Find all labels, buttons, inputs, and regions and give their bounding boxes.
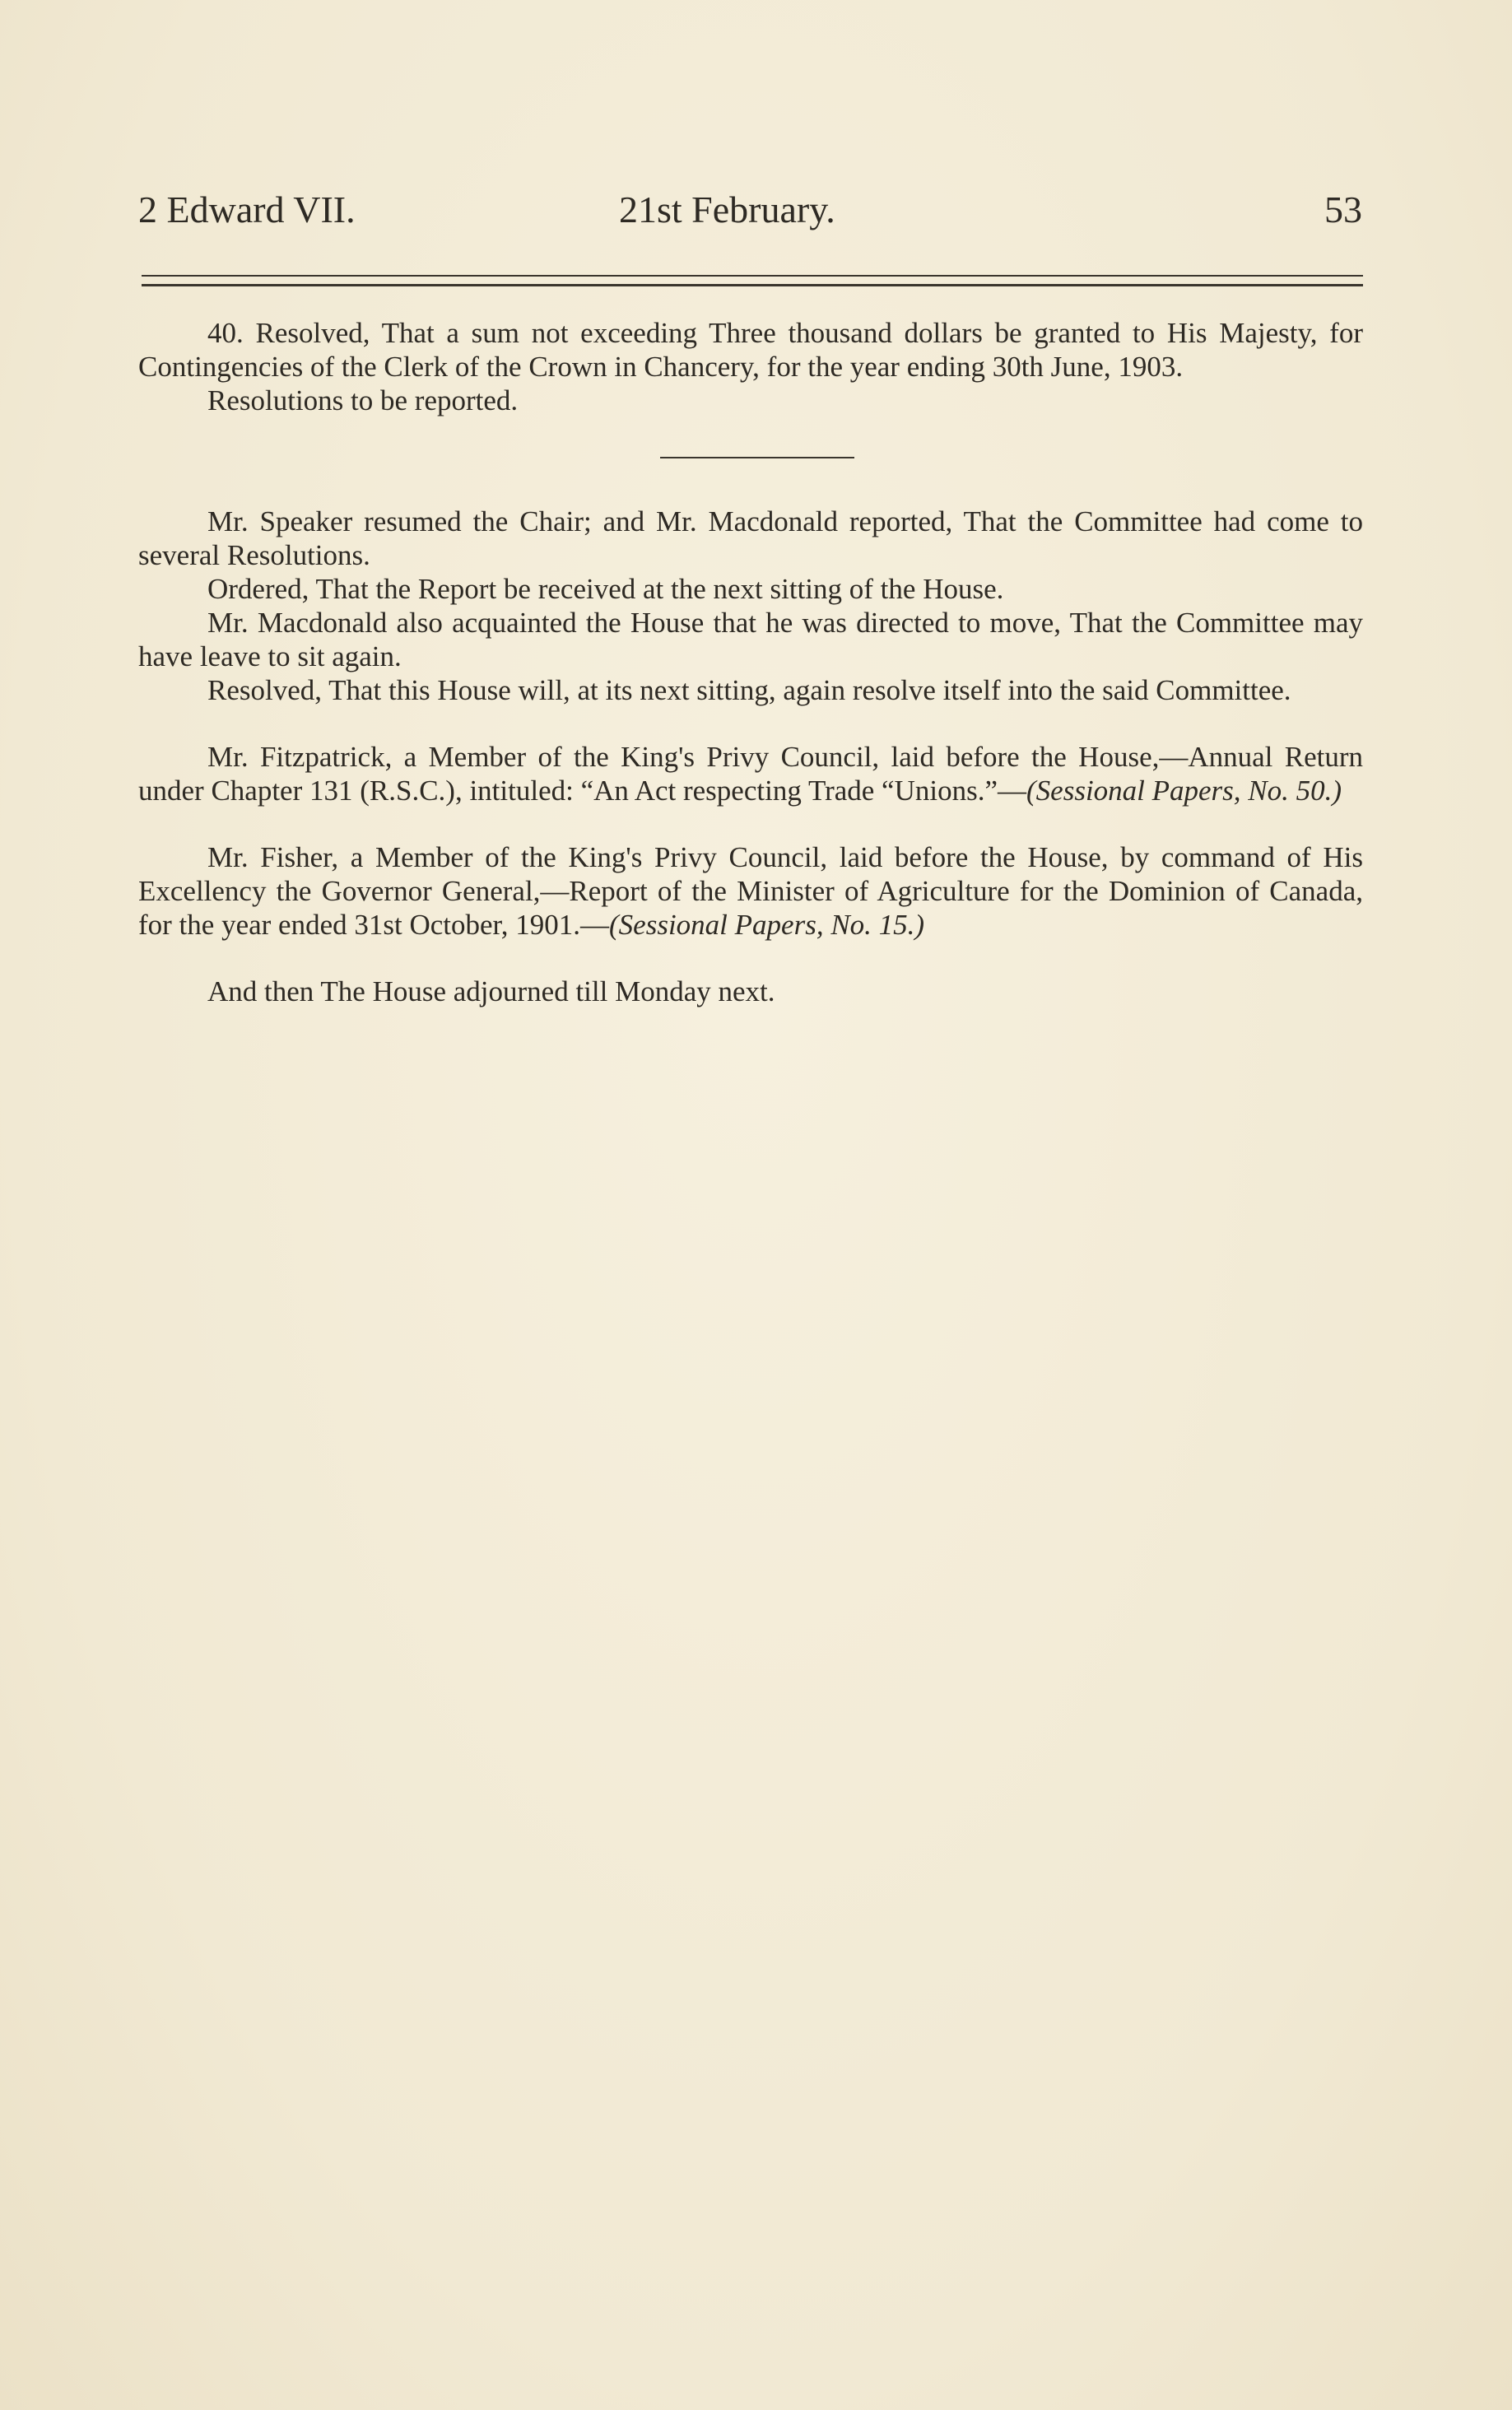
fisher-report — [138, 840, 1363, 942]
sessional-paper-ref-50: (Sessional Papers, No. 50.) — [1026, 775, 1342, 807]
house-adjourned: And then The House adjourned till Monday next. — [207, 975, 775, 1007]
spacer — [138, 942, 1363, 975]
spacer — [138, 707, 1363, 740]
header-double-rule — [142, 275, 1363, 286]
resolutions-reported: Resolutions to be reported. — [207, 384, 519, 416]
header-date: 21st February. — [619, 188, 835, 230]
spacer — [138, 807, 1363, 840]
page-number: 53 — [1324, 188, 1362, 230]
fisher-report-text: Mr. Fisher, a Member of the King's Privy Council, laid before the House, by command of His Excellency the Governor General,—Report of the Minister of Agriculture for the Dominion of Canada, for the year ended 31st October, 1901.— — [138, 841, 1363, 941]
report-ordered: Ordered, That the Report be received at the next sitting of the House. — [207, 573, 1004, 605]
section-separator — [660, 457, 854, 458]
sessional-paper-ref-15: (Sessional Papers, No. 15.) — [609, 909, 925, 941]
speaker-resumed: Mr. Speaker resumed the Chair; and Mr. Macdonald reported, That the Committee had come to several Resolutions. — [138, 505, 1363, 571]
fitzpatrick-return-text: Mr. Fitzpatrick, a Member of the King's Privy Council, laid before the House,—Annual Return under Chapter 131 (R.S.C.), intituled: “An Act respecting Trade “Unions.”— — [138, 741, 1363, 807]
fitzpatrick-return — [138, 740, 1363, 807]
journal-body — [138, 316, 1363, 1008]
running-header — [138, 188, 1362, 245]
resolution-40: 40. Resolved, That a sum not exceeding Three thousand dollars be granted to His Majesty, for Contingencies of the Clerk of the Crown in Chancery, for the year ending 30th June, 1903. — [138, 317, 1363, 383]
leave-to-sit: Mr. Macdonald also acquainted the House that he was directed to move, That the Committee may have leave to sit again. — [138, 607, 1363, 672]
resolved-committee: Resolved, That this House will, at its next sitting, again resolve itself into the said Committee. — [207, 674, 1291, 706]
header-session: 2 Edward VII. — [138, 188, 356, 230]
